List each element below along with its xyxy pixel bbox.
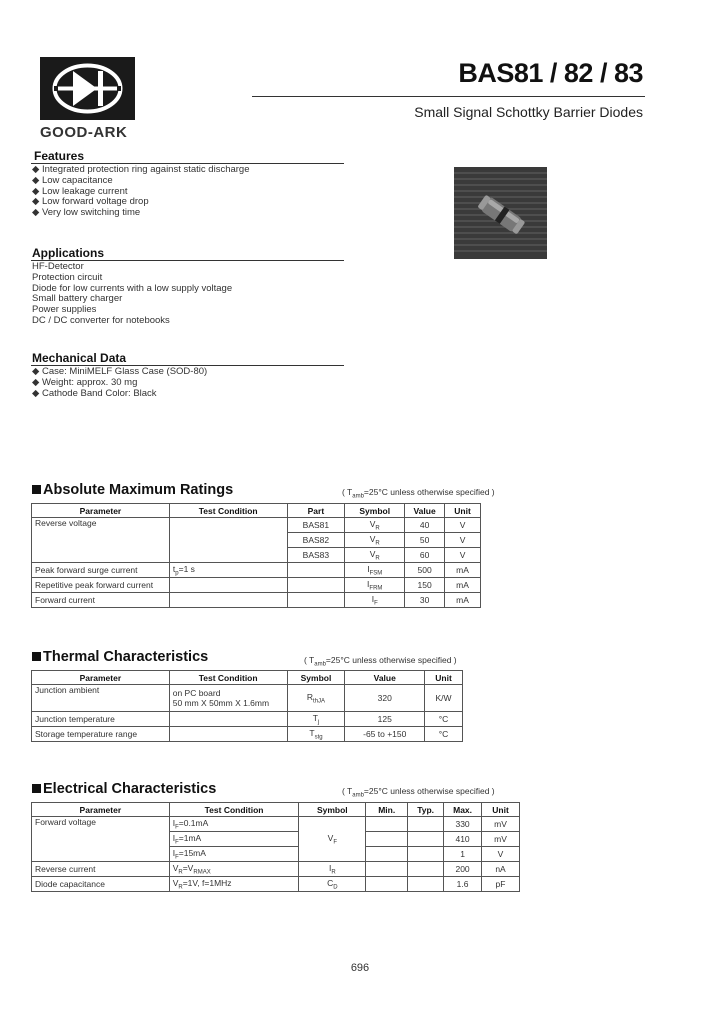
param-cell: Forward current — [32, 593, 170, 608]
param-cell: Repetitive peak forward current — [32, 578, 170, 593]
cond-cell — [169, 727, 287, 742]
cond-cell: $I_F=0.1mA$ — [169, 817, 299, 832]
value-cell: 40 — [405, 518, 445, 533]
unit-cell: mA — [445, 563, 481, 578]
table-row — [32, 685, 463, 712]
value-cell: 30 — [405, 593, 445, 608]
typ-cell — [408, 817, 444, 832]
cond-cell: $t_p=1$ s — [169, 563, 287, 578]
bullet-square-icon — [32, 652, 41, 661]
diode-package-photo — [454, 167, 547, 259]
max-cell: 200 — [444, 862, 482, 877]
unit-cell: mA — [445, 593, 481, 608]
list-item: HF-Detector — [32, 261, 84, 272]
list-item: Small battery charger — [32, 293, 123, 305]
unit-cell: pF — [482, 877, 520, 892]
value-cell: 500 — [405, 563, 445, 578]
column-header: Value — [405, 504, 445, 518]
param-cell: Junction temperature — [32, 712, 170, 727]
cond-cell: $I_F=1mA$ — [169, 832, 299, 847]
symbol-cell: $V_R$ — [345, 533, 405, 548]
max-cell: 1 — [444, 847, 482, 862]
logo-text: GOOD-ARK — [40, 124, 128, 141]
param-cell: Junction ambient — [32, 685, 170, 712]
list-item: ◆ Weight: approx. 30 mg — [32, 376, 138, 388]
unit-cell: mA — [445, 578, 481, 593]
part-cell — [287, 578, 345, 593]
cond-cell: on PC board 50 mm X 50mm X 1.6mm — [169, 685, 287, 712]
min-cell — [366, 832, 408, 847]
param-cell: Diode capacitance — [32, 877, 170, 892]
good-ark-logo — [40, 57, 135, 120]
page-title: BAS81 / 82 / 83 — [458, 58, 643, 88]
unit-cell: V — [482, 847, 520, 862]
cond-cell — [169, 712, 287, 727]
part-cell: BAS81 — [287, 518, 345, 533]
table-header-row — [32, 671, 463, 685]
electrical-note: ( $T_{amb}=25^\circ C$ unless otherwise specified ) — [342, 786, 495, 799]
page-subtitle: Small Signal Schottky Barrier Diodes — [414, 104, 643, 120]
symbol-cell: $I_R$ — [299, 862, 366, 877]
column-header: Min. — [366, 803, 408, 817]
min-cell — [366, 862, 408, 877]
unit-cell: mV — [482, 832, 520, 847]
thermal-heading: Thermal Characteristics — [32, 649, 208, 665]
table-row — [32, 817, 520, 832]
table-header-row — [32, 504, 481, 518]
column-header: Unit — [425, 671, 463, 685]
column-header: Value — [345, 671, 425, 685]
bullet-square-icon — [32, 485, 41, 494]
unit-cell: V — [445, 533, 481, 548]
table-header-row — [32, 803, 520, 817]
value-cell: -65 to +150 — [345, 727, 425, 742]
unit-cell: nA — [482, 862, 520, 877]
applications-list — [32, 262, 232, 327]
list-item: ◆ Cathode Band Color: Black — [32, 387, 157, 399]
mechanical-list — [32, 367, 207, 399]
param-cell: Reverse current — [32, 862, 170, 877]
symbol-cell: $T_{stg}$ — [287, 727, 345, 742]
table-row — [32, 712, 463, 727]
symbol-cell: $I_{FSM}$ — [345, 563, 405, 578]
title-divider — [252, 96, 645, 97]
table-row — [32, 727, 463, 742]
cond-cell — [169, 518, 287, 563]
thermal-note: ( $T_{amb}=25^\circ C$ unless otherwise specified ) — [304, 655, 457, 668]
column-header: Unit — [445, 504, 481, 518]
list-item: Power supplies — [32, 304, 97, 316]
bullet-square-icon — [32, 784, 41, 793]
column-header: Part — [287, 504, 345, 518]
symbol-cell: $C_D$ — [299, 877, 366, 892]
mechanical-heading: Mechanical Data — [32, 351, 127, 365]
column-header: Symbol — [299, 803, 366, 817]
min-cell — [366, 877, 408, 892]
min-cell — [366, 847, 408, 862]
table-row — [32, 578, 481, 593]
page-number: 696 — [350, 962, 370, 974]
symbol-cell: $I_{FRM}$ — [345, 578, 405, 593]
part-cell — [287, 563, 345, 578]
symbol-cell: $T_j$ — [287, 712, 345, 727]
list-item: Protection circuit — [32, 271, 103, 283]
column-header: Parameter — [32, 803, 170, 817]
unit-cell: °C — [425, 712, 463, 727]
electrical-heading: Electrical Characteristics — [32, 781, 216, 797]
table-row — [32, 877, 520, 892]
typ-cell — [408, 877, 444, 892]
typ-cell — [408, 832, 444, 847]
applications-heading: Applications — [32, 246, 105, 260]
electrical-table — [31, 802, 520, 892]
symbol-cell: $V_R$ — [345, 548, 405, 563]
symbol-cell: $R_{thJA}$ — [287, 685, 345, 712]
table-row — [32, 563, 481, 578]
typ-cell — [408, 847, 444, 862]
table-row — [32, 518, 481, 533]
unit-cell: V — [445, 518, 481, 533]
list-item: ◆ Low leakage current — [32, 185, 128, 197]
cond-cell: $V_R=1V$, f=1MHz — [169, 877, 299, 892]
abs-max-heading: Absolute Maximum Ratings — [32, 482, 233, 498]
list-item: ◆ Low capacitance — [32, 174, 113, 186]
column-header: Parameter — [32, 504, 170, 518]
list-item: ◆ Case: MiniMELF Glass Case (SOD-80) — [32, 366, 208, 377]
cond-cell — [169, 593, 287, 608]
list-item: DC / DC converter for notebooks — [32, 314, 170, 326]
cond-cell: $I_F=15mA$ — [169, 847, 299, 862]
part-cell: BAS82 — [287, 533, 345, 548]
column-header: Symbol — [345, 504, 405, 518]
param-cell: Peak forward surge current — [32, 563, 170, 578]
column-header: Test Condition — [169, 803, 299, 817]
column-header: Typ. — [408, 803, 444, 817]
thermal-table — [31, 670, 463, 742]
column-header: Unit — [482, 803, 520, 817]
column-header: Test Condition — [169, 504, 287, 518]
max-cell: 1.6 — [444, 877, 482, 892]
unit-cell: V — [445, 548, 481, 563]
cond-cell — [169, 578, 287, 593]
features-list — [32, 165, 250, 219]
param-cell: Reverse voltage — [32, 518, 170, 563]
column-header: Symbol — [287, 671, 345, 685]
abs-max-note: ( $T_{amb}=25^\circ C$ unless otherwise specified ) — [342, 487, 495, 500]
list-item: ◆ Low forward voltage drop — [32, 196, 149, 208]
value-cell: 125 — [345, 712, 425, 727]
features-heading: Features — [34, 149, 85, 163]
column-header: Max. — [444, 803, 482, 817]
unit-cell: K/W — [425, 685, 463, 712]
max-cell: 330 — [444, 817, 482, 832]
value-cell: 60 — [405, 548, 445, 563]
part-cell: BAS83 — [287, 548, 345, 563]
min-cell — [366, 817, 408, 832]
symbol-cell: $V_R$ — [345, 518, 405, 533]
column-header: Test Condition — [169, 671, 287, 685]
list-item: ◆ Very low switching time — [32, 207, 141, 219]
value-cell: 320 — [345, 685, 425, 712]
cond-cell: $V_R=V_{RMAX}$ — [169, 862, 299, 877]
abs-max-table — [31, 503, 481, 608]
part-cell — [287, 593, 345, 608]
list-item: ◆ Integrated protection ring against static discharge — [32, 164, 250, 175]
column-header: Parameter — [32, 671, 170, 685]
value-cell: 50 — [405, 533, 445, 548]
unit-cell: mV — [482, 817, 520, 832]
table-row — [32, 593, 481, 608]
param-cell: Forward voltage — [32, 817, 170, 862]
unit-cell: °C — [425, 727, 463, 742]
list-item: Diode for low currents with a low supply voltage — [32, 282, 233, 294]
value-cell: 150 — [405, 578, 445, 593]
max-cell: 410 — [444, 832, 482, 847]
table-row — [32, 862, 520, 877]
symbol-cell: $V_F$ — [299, 817, 366, 862]
typ-cell — [408, 862, 444, 877]
param-cell: Storage temperature range — [32, 727, 170, 742]
symbol-cell: $I_F$ — [345, 593, 405, 608]
